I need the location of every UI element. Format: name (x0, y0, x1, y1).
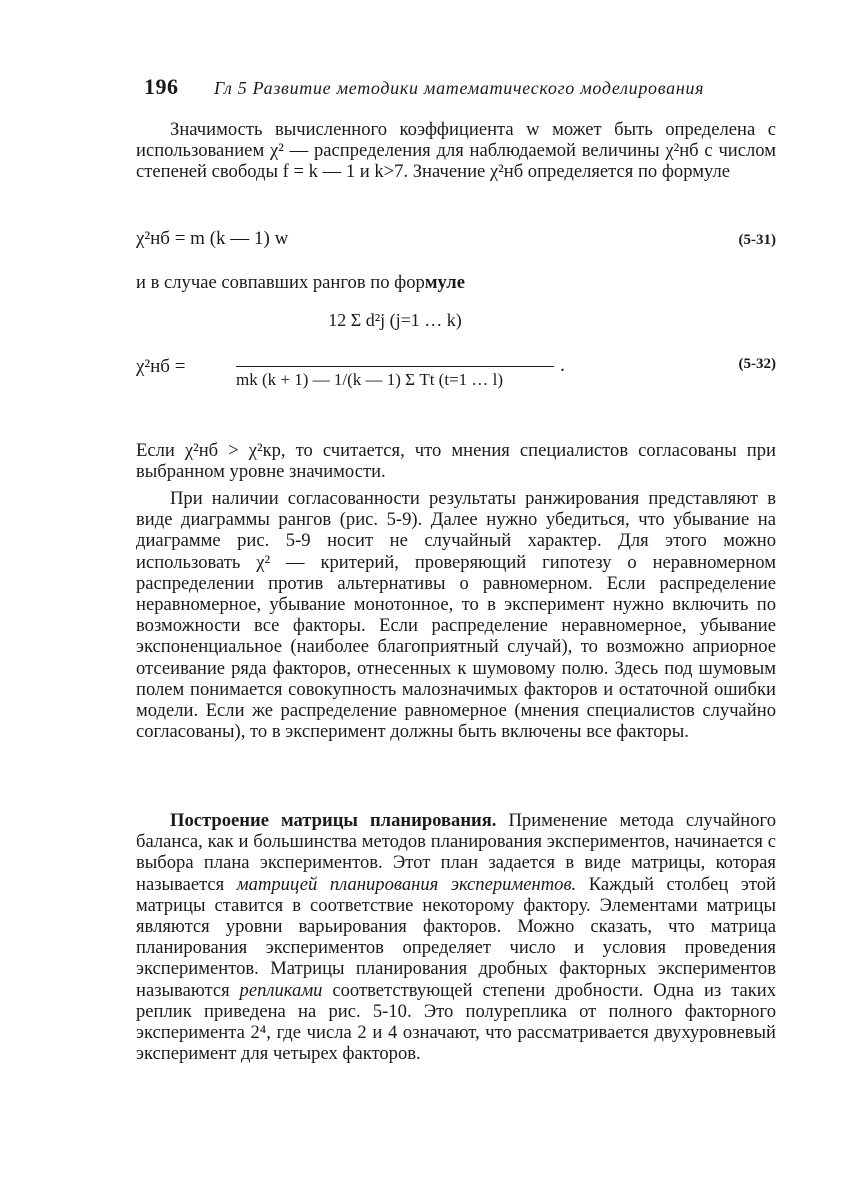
equation-5-31-number: (5-31) (738, 232, 776, 248)
equation-5-32-denominator: mk (k + 1) — 1/(k — 1) Σ Tt (t=1 … l) (236, 370, 504, 389)
equation-5-31 (136, 228, 776, 250)
paragraph-2 (136, 272, 776, 293)
equation-5-32 (136, 310, 776, 450)
paragraph-5 (136, 810, 776, 1064)
running-head: Гл 5 Развитие методики математического моделирования (214, 78, 705, 98)
section-heading: Построение матрицы планирования. (170, 810, 497, 831)
term-replicas: репликами (239, 979, 323, 1001)
fraction-bar (236, 366, 554, 367)
paragraph-2-bold: муле (424, 272, 465, 293)
paragraph-4: При наличии согласованности результаты ранжирования представляют в виде диаграммы рангов (рис. 5-9). Далее нужно убедиться, что убывание на диаграмме рис. 5-9 носит не случайный характер. Для этого можно использовать χ² — критерий, проверяющий гипотезу о неравномерном распределении против альтернативы о равномерном. Если распределение неравномерное, убывание монотонное, то в эксперимент нужно включить по возможности все факторы. Если распределение неравномерное, убывание экспоненциальное (наиболее благоприятный случай), то возможно априорное отсеивание ряда факторов, отнесенных к шумовому полю. Здесь под шумовым полем понимается совокупность малозначимых факторов и остаточной ошибки модели. Если же распределение равномерное (мнения специалистов случайно согласованы), то в эксперимент должны быть включены все факторы. (136, 488, 776, 743)
paragraph-3: Если χ²нб > χ²кр, то считается, что мнения специалистов согласованы при выбранном уровне значимости. (136, 440, 776, 483)
page-number: 196 (144, 74, 179, 99)
equation-5-32-number: (5-32) (738, 356, 776, 372)
equation-5-32-lhs: χ²нб = (136, 356, 186, 377)
equation-5-32-numerator: 12 Σ d²j (j=1 … k) (328, 310, 462, 330)
paragraph-2-text: и в случае совпавших рангов по фор (136, 272, 425, 293)
term-planning-matrix: матрицей планирования экспериментов. (236, 873, 577, 895)
equation-5-31-formula: χ²нб = m (k — 1) w (136, 228, 289, 249)
paragraph-5-text-2: Каждый столбец этой матрицы ставится в соответствие некоторому фактору. Элементами матрицы являются уровни варьирования факторов. Можно сказать, что матрица планирования экспериментов определяет число и условия проведения экспериментов. Матрицы планирования дробных факторных экспериментов называются (136, 873, 776, 1001)
equation-5-32-period: . (560, 354, 565, 376)
paragraph-5-text-1: Применение метода случайного баланса, как и большинства методов планирования экспериментов, начинается с выбора плана экспериментов. Этот план задается в виде матрицы, которая называется (136, 810, 776, 895)
page-header (144, 74, 704, 106)
paragraph-5-text-3: соответствующей степени дробности. Одна из таких реплик приведена на рис. 5-10. Это полуреплика от полного факторного эксперимента 2⁴, где числа 2 и 4 означают, что рассматривается двухуровневый эксперимент для четырех факторов. (136, 979, 777, 1065)
paragraph-1: Значимость вычисленного коэффициента w может быть определена с использованием χ² — распределения для наблюдаемой величины χ²нб с числом степеней свободы f = k — 1 и k>7. Значение χ²нб определяется по формуле (136, 119, 776, 183)
